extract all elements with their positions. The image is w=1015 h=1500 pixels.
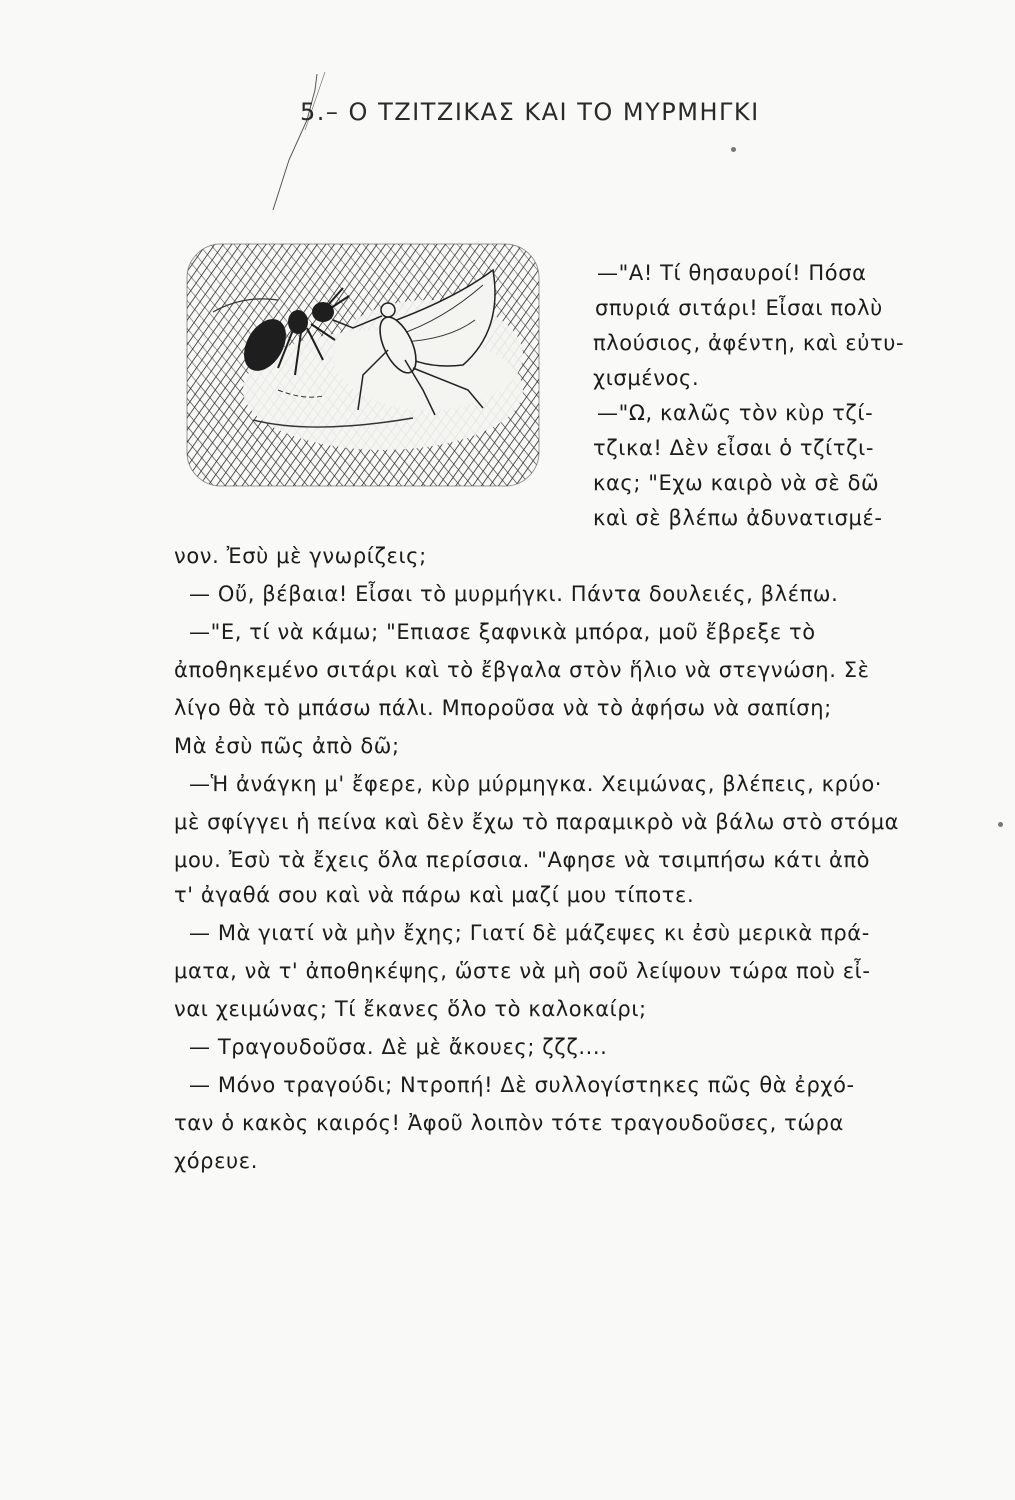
text-line: ταν ὁ κακὸς καιρός! Ἀφοῦ λοιπὸν τότε τραγουδοῦσες, τώρα	[174, 1111, 844, 1135]
chapter-title	[300, 98, 760, 126]
text-line: ματα, νὰ τ' ἀποθηκέψης, ὥστε νὰ μὴ σοῦ λείψουν τώρα ποὺ εἶ-	[174, 959, 871, 983]
text-line: ἀποθηκεμένο σιτάρι καὶ τὸ ἔβγαλα στὸν ἥλιο νὰ στεγνώση. Σὲ	[174, 658, 870, 682]
text-line: — Μόνο τραγούδι; Ντροπή! Δὲ συλλογίστηκες πῶς θὰ ἐρχό-	[189, 1073, 855, 1097]
chapter-number: 5.	[300, 98, 326, 126]
text-line: Μὰ ἐσὺ πῶς ἀπὸ δῶ;	[174, 734, 400, 758]
text-line: χισμένος.	[593, 366, 700, 390]
paper-speck-icon	[731, 147, 736, 152]
text-line: μὲ σφίγγει ἡ πείνα καὶ δὲν ἔχω τὸ παραμικρὸ νὰ βάλω στὸ στόμα	[174, 810, 900, 834]
text-line: μου. Ἐσὺ τὰ ἔχεις ὅλα περίσσια. "Αφησε νὰ τσιμπήσω κάτι ἀπὸ	[174, 848, 871, 872]
text-line: —"Α! Τί θησαυροί! Πόσα	[597, 261, 867, 285]
chapter-dash: –	[325, 98, 340, 126]
pencil-mark-icon	[255, 70, 335, 220]
paper-speck-icon	[998, 822, 1003, 827]
text-line: λίγο θὰ τὸ μπάσω πάλι. Μποροῦσα νὰ τὸ ἀφήσω νὰ σαπίση;	[174, 696, 832, 720]
text-line: κας; "Εχω καιρὸ νὰ σὲ δῶ	[593, 471, 880, 495]
text-line: τζικα! Δὲν εἶσαι ὁ τζίτζι-	[593, 436, 875, 460]
text-line: — Μὰ γιατί νὰ μὴν ἔχης; Γιατί δὲ μάζεψες κι ἐσὺ μερικὰ πρά-	[189, 921, 870, 945]
text-line: — Τραγουδοῦσα. Δὲ μὲ ἄκουες; ζζζ....	[189, 1035, 608, 1059]
text-line: πλούσιος, ἀφέντη, καὶ εὐτυ-	[593, 331, 905, 355]
text-line: ναι χειμώνας; Τί ἔκανες ὅλο τὸ καλοκαίρι;	[174, 997, 647, 1021]
text-line: — Οὔ, βέβαια! Εἶσαι τὸ μυρμήγκι. Πάντα δουλειές, βλέπω.	[189, 582, 839, 606]
chapter-title-text: Ο ΤΖΙΤΖΙΚΑΣ ΚΑΙ ΤΟ ΜΥΡΜΗΓΚΙ	[348, 98, 760, 126]
text-line: τ' ἀγαθά σου καὶ νὰ πάρω καὶ μαζί μου τίποτε.	[174, 883, 695, 907]
text-line: —"Ω, καλῶς τὸν κὺρ τζί-	[597, 401, 874, 425]
text-line: νον. Ἐσὺ μὲ γνωρίζεις;	[174, 544, 427, 568]
text-line: —"Ε, τί νὰ κάμω; "Επιασε ξαφνικὰ μπόρα, μοῦ ἔβρεξε τὸ	[189, 620, 816, 644]
ant-and-cicada-illustration	[183, 240, 543, 490]
text-line: σπυριά σιτάρι! Εἶσαι πολὺ	[595, 296, 883, 320]
text-line: —Ἡ ἀνάγκη μ' ἔφερε, κὺρ μύρμηγκα. Χειμώνας, βλέπεις, κρύο·	[189, 772, 883, 796]
text-line: χόρευε.	[174, 1149, 259, 1173]
text-line: καὶ σὲ βλέπω ἀδυνατισμέ-	[593, 506, 883, 530]
